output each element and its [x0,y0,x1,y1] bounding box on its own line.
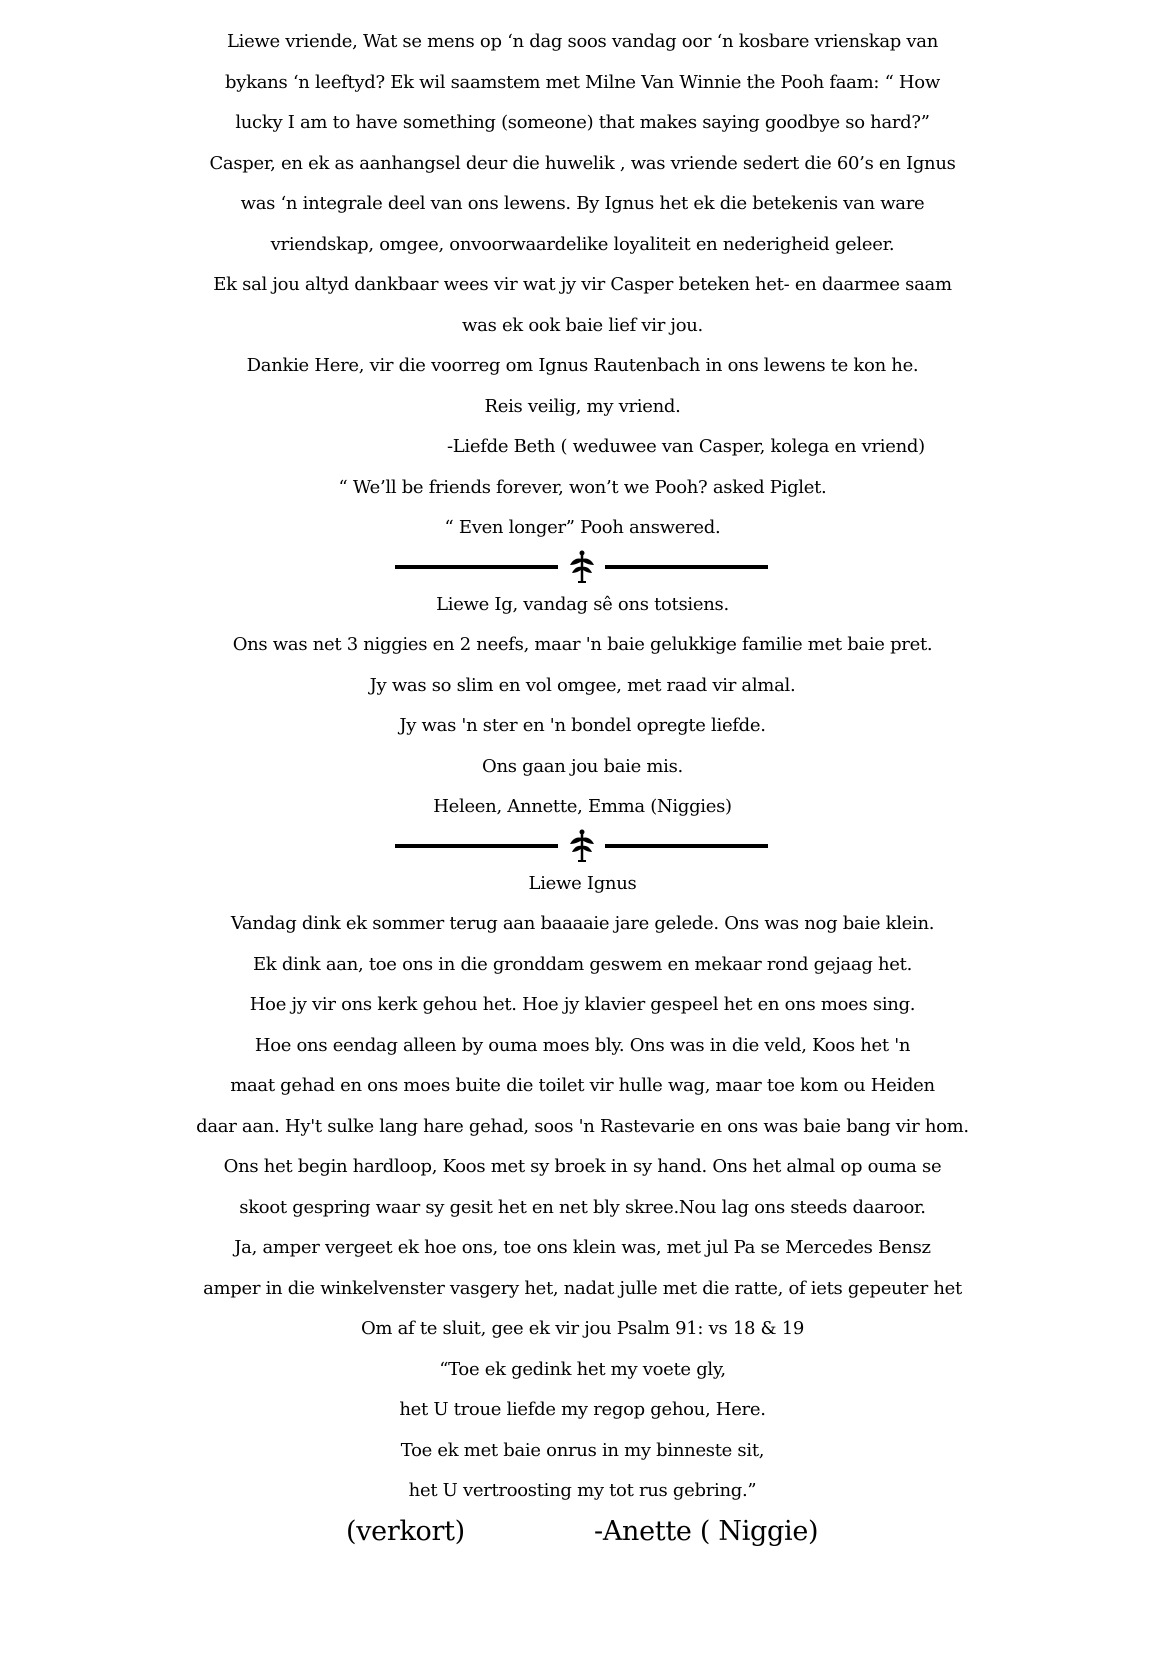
divider-bar-right [605,844,768,848]
section-divider [0,828,1165,864]
divider-bar-left [395,844,558,848]
signature-anette: -Anette ( Niggie) [594,1515,819,1547]
text-line: Ons was net 3 niggies en 2 neefs, maar 'n baie gelukkige familie met baie pret. [232,634,933,655]
divider-bar-right [605,565,768,569]
tribute-beth [0,22,1165,549]
abridged-note: (verkort) [346,1515,465,1547]
signature-beth: -Liefde Beth ( weduwee van Casper, kolega en vriend) [447,436,925,457]
tribute-niggies [0,585,1165,828]
text-line: was ‘n integrale deel van ons lewens. By Ignus het ek die betekenis van ware [240,193,925,214]
psalm-line: Toe ek met baie onrus in my binneste sit, [400,1439,765,1461]
text-line: vriendskap, omgee, onvoorwaardelike loyaliteit en nederigheid geleer. [270,233,895,255]
text-line: Liewe vriende, Wat se mens op ‘n dag soos vandag oor ‘n kosbare vrienskap van [226,31,939,52]
floral-divider-icon [566,549,598,585]
psalm-line: “Toe ek gedink het my voete gly, [439,1358,726,1380]
text-line: Liewe Ig, vandag sê ons totsiens. [436,593,729,615]
divider-bar-left [395,565,558,569]
text-line: Reis veilig, my vriend. [484,395,681,417]
text-line: Casper, en ek as aanhangsel deur die huwelik , was vriende sedert die 60’s en Ignus [209,152,956,174]
text-line: maat gehad en ons moes buite die toilet vir hulle wag, maar toe kom ou Heiden [230,1075,935,1096]
text-line: lucky I am to have something (someone) that makes saying goodbye so hard?” [235,112,930,133]
floral-divider-icon [566,828,598,864]
psalm-line: het U vertroosting my tot rus gebring.” [408,1480,757,1501]
text-line: Hoe jy vir ons kerk gehou het. Hoe jy klavier gespeel het en ons moes sing. [249,994,916,1015]
text-line: Dankie Here, vir die voorreg om Ignus Rautenbach in ons lewens te kon he. [246,355,919,376]
text-line: Ons het begin hardloop, Koos met sy broek in sy hand. Ons het almal op ouma se [223,1156,942,1177]
text-line: skoot gespring waar sy gesit het en net bly skree.Nou lag ons steeds daaroor. [239,1196,926,1218]
text-line: Ek sal jou altyd dankbaar wees vir wat jy vir Casper beteken het- en daarmee saam [213,274,952,295]
psalm-line: het U troue liefde my regop gehou, Here. [399,1399,766,1420]
text-line: Om af te sluit, gee ek vir jou Psalm 91: vs 18 & 19 [360,1318,805,1339]
text-line: Jy was so slim en vol omgee, met raad vir almal. [369,674,796,696]
text-line: Vandag dink ek sommer terug aan baaaaie jare gelede. Ons was nog baie klein. [230,913,935,934]
text-line: was ek ook baie lief vir jou. [462,314,703,336]
memorial-page [0,22,1165,1552]
text-line: daar aan. Hy't sulke lang hare gehad, soos 'n Rastevarie en ons was baie bang vir hom. [196,1115,969,1137]
text-line: Ja, amper vergeet ek hoe ons, toe ons klein was, met jul Pa se Mercedes Bensz [234,1237,931,1258]
greeting-line: Liewe Ignus [528,872,637,894]
quote-line: “ We’ll be friends forever, won’t we Pooh? asked Piglet. [338,476,827,498]
text-line: Hoe ons eendag alleen by ouma moes bly. Ons was in die veld, Koos het 'n [254,1034,911,1056]
signature-anette-row [0,1512,1165,1553]
quote-line: “ Even longer” Pooh answered. [444,517,721,538]
signature-niggies: Heleen, Annette, Emma (Niggies) [433,796,732,817]
section-divider [0,549,1165,585]
text-line: Ons gaan jou baie mis. [482,755,683,777]
text-line: Jy was 'n ster en 'n bondel opregte liefde. [399,715,766,736]
text-line: amper in die winkelvenster vasgery het, nadat julle met die ratte, of iets gepeuter het [203,1277,962,1299]
text-line: Ek dink aan, toe ons in die gronddam geswem en mekaar rond gejaag het. [252,953,913,975]
tribute-anette [0,864,1165,1553]
text-line: bykans ‘n leeftyd? Ek wil saamstem met Milne Van Winnie the Pooh faam: “ How [225,71,940,93]
